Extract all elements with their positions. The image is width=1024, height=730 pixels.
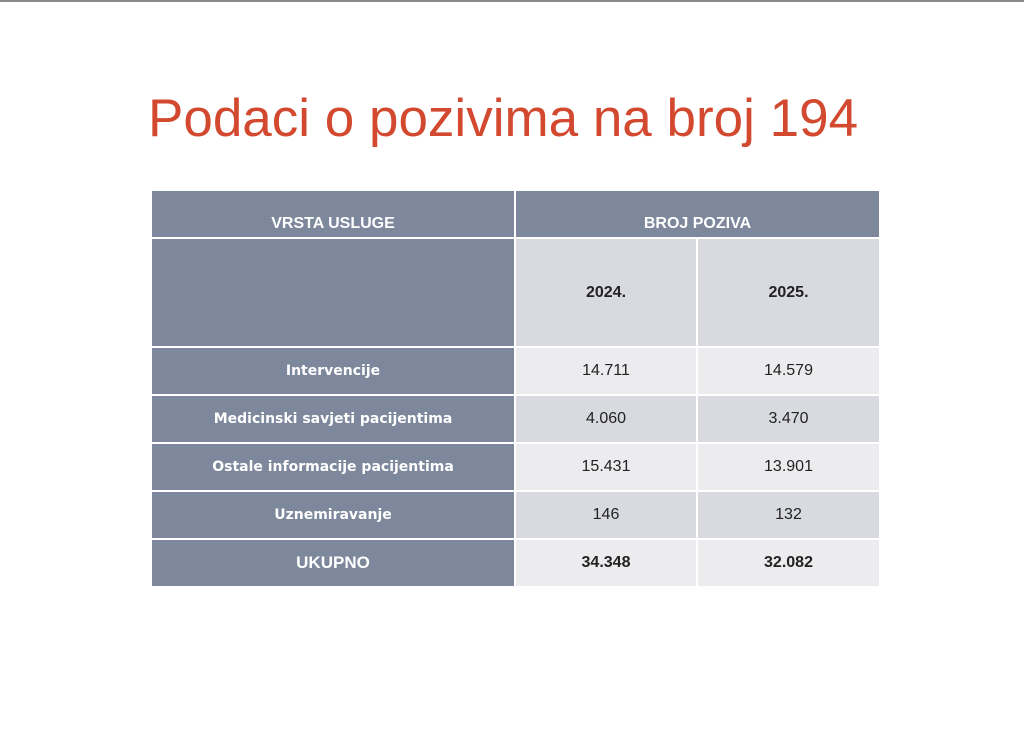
year-row-blank-cell [151, 238, 515, 347]
value-2024: 146 [515, 491, 697, 539]
year-2025-header: 2025. [697, 238, 880, 347]
value-2024: 15.431 [515, 443, 697, 491]
table-row [151, 443, 880, 491]
year-2024-header: 2024. [515, 238, 697, 347]
value-2024: 4.060 [515, 395, 697, 443]
total-2024: 34.348 [515, 539, 697, 587]
value-2024: 14.711 [515, 347, 697, 395]
value-2025: 13.901 [697, 443, 880, 491]
table-row [151, 491, 880, 539]
value-2025: 132 [697, 491, 880, 539]
value-2025: 3.470 [697, 395, 880, 443]
header-call-count: BROJ POZIVA [515, 190, 880, 238]
table-row [151, 395, 880, 443]
header-service-type: VRSTA USLUGE [151, 190, 515, 238]
calls-table [150, 189, 881, 588]
value-2025: 14.579 [697, 347, 880, 395]
row-label: Medicinski savjeti pacijentima [151, 395, 515, 443]
table-header-row [151, 190, 880, 238]
table-total-row [151, 539, 880, 587]
page-title: Podaci o pozivima na broj 194 [148, 89, 859, 148]
top-divider [0, 0, 1024, 2]
table-year-row [151, 238, 880, 347]
table-row [151, 347, 880, 395]
row-label: Ostale informacije pacijentima [151, 443, 515, 491]
total-2025: 32.082 [697, 539, 880, 587]
total-label: UKUPNO [151, 539, 515, 587]
row-label: Intervencije [151, 347, 515, 395]
row-label: Uznemiravanje [151, 491, 515, 539]
